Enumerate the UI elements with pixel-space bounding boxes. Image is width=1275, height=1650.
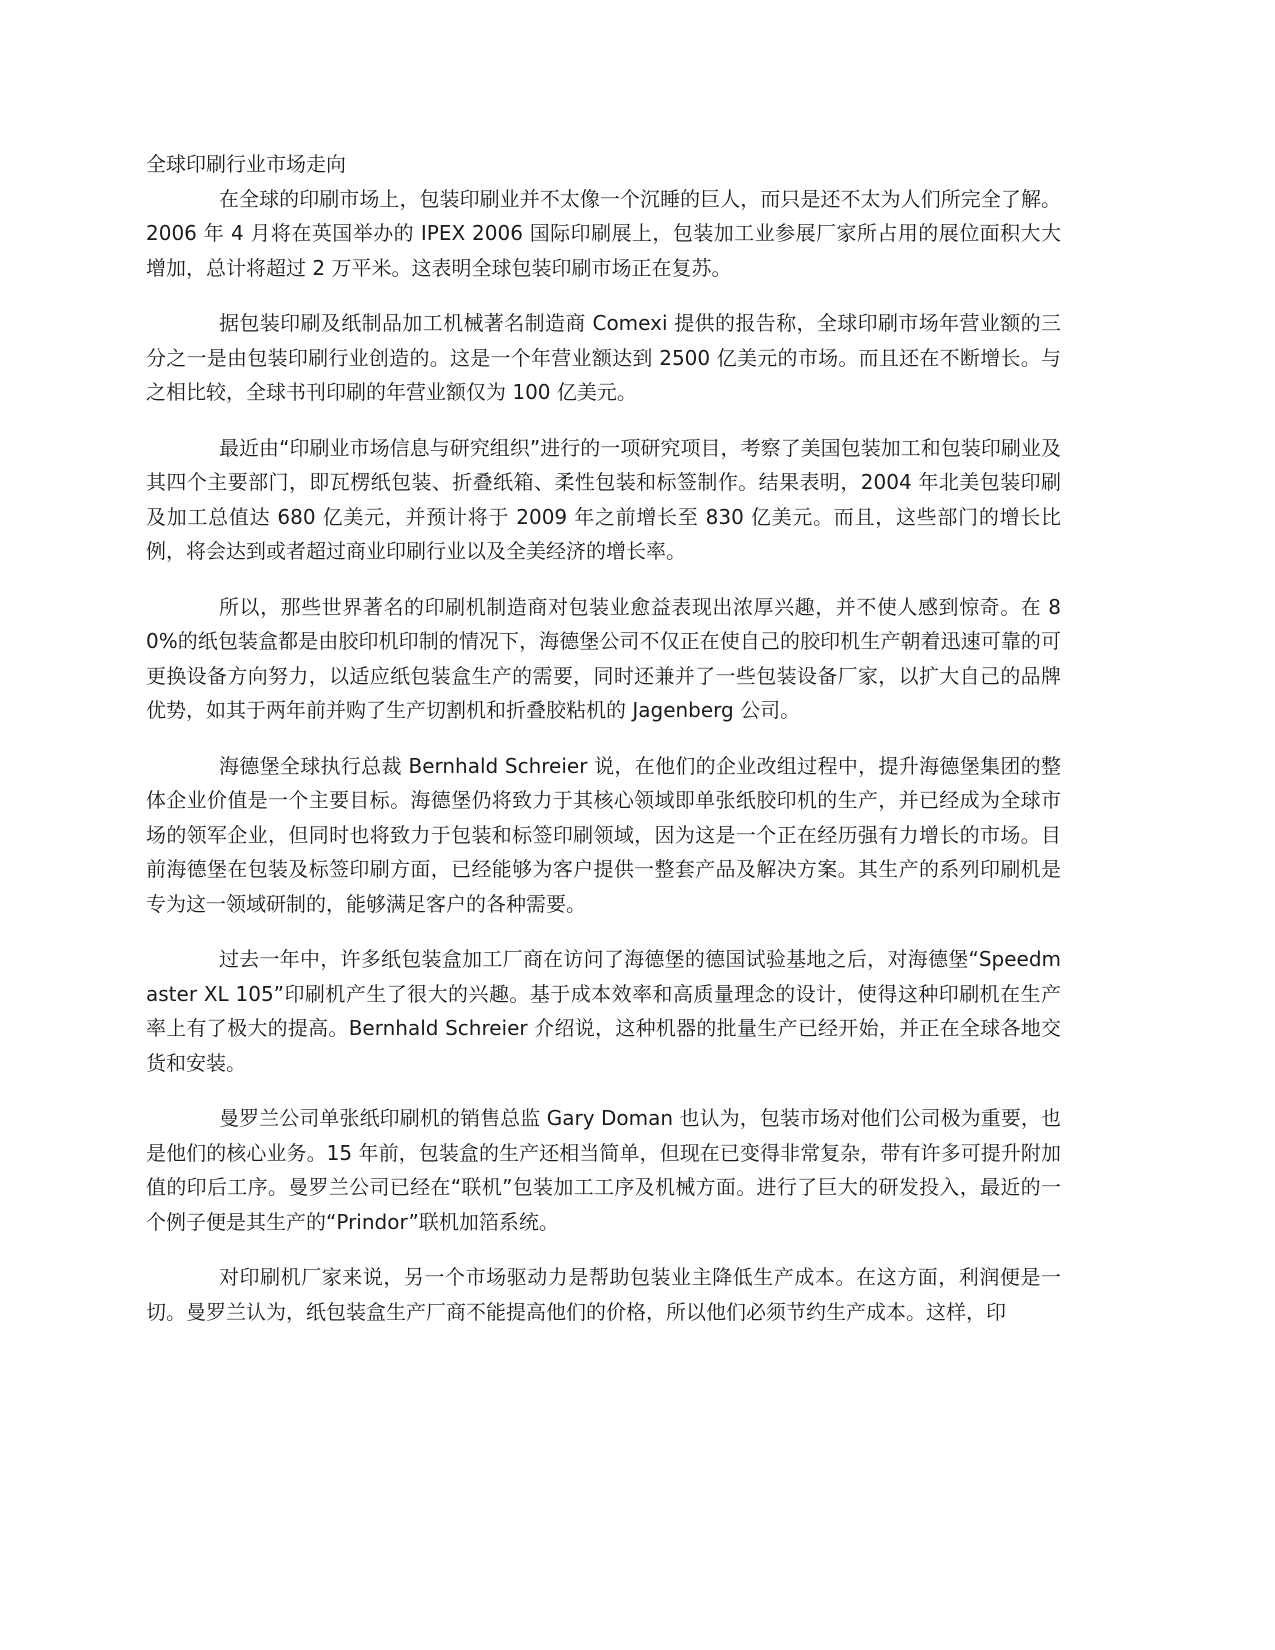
paragraph-3: 最近由“印刷业市场信息与研究组织”进行的一项研究项目，考察了美国包装加工和包装印刷业及其四个主要部门，即瓦楞纸包装、折叠纸箱、柔性包装和标签制作。结果表明，2004 年北美包装印刷及加工总值达 680 亿美元，并预计将于 2009 年之前增长至 830 亿美元。而且，这些部门的增长比例，将会达到或者超过商业印刷行业以及全美经济的增长率。: [146, 435, 1061, 563]
paragraph-2: 据包装印刷及纸制品加工机械著名制造商 Comexi 提供的报告称，全球印刷市场年营业额的三分之一是由包装印刷行业创造的。这是一个年营业额达到 2500 亿美元的市场。而且还在不断增长。与之相比较，全球书刊印刷的年营业额仅为 100 亿美元。: [146, 311, 1061, 404]
document-title: 全球印刷行业市场走向: [146, 152, 346, 176]
paragraph-7: 曼罗兰公司单张纸印刷机的销售总监 Gary Doman 也认为，包装市场对他们公司极为重要，也是他们的核心业务。15 年前，包装盒的生产还相当简单，但现在已变得非常复杂，带有许多可提升附加值的印后工序。曼罗兰公司已经在“联机”包装加工工序及机械方面。进行了巨大的研发投入，最近的一个例子便是其生产的“Prindor”联机加箔系统。: [146, 1106, 1061, 1234]
paragraph-4: 所以，那些世界著名的印刷机制造商对包装业愈益表现出浓厚兴趣，并不使人感到惊奇。在 80%的纸包装盒都是由胶印机印制的情况下，海德堡公司不仅正在使自己的胶印机生产朝着迅速可靠的可更换设备方向努力，以适应纸包装盒生产的需要，同时还兼并了一些包装设备厂家，以扩大自己的品牌优势，如其于两年前并购了生产切割机和折叠胶粘机的 Jagenberg 公司。: [146, 594, 1061, 722]
paragraph-1: 在全球的印刷市场上，包装印刷业并不太像一个沉睡的巨人，而只是还不太为人们所完全了解。2006 年 4 月将在英国举办的 IPEX 2006 国际印刷展上，包装加工业参展厂家所占用的展位面积大大增加，总计将超过 2 万平米。这表明全球包装印刷市场正在复苏。: [146, 186, 1061, 280]
paragraph-6: 过去一年中，许多纸包装盒加工厂商在访问了海德堡的德国试验基地之后，对海德堡“Speedmaster XL 105”印刷机产生了很大的兴趣。基于成本效率和高质量理念的设计，使得这种印刷机在生产率上有了极大的提高。Bernhald Schreier 介绍说，这种机器的批量生产已经开始，并正在全球各地交货和安装。: [146, 947, 1061, 1075]
paragraph-8: 对印刷机厂家来说，另一个市场驱动力是帮助包装业主降低生产成本。在这方面，利润便是一切。曼罗兰认为，纸包装盒生产厂商不能提高他们的价格，所以他们必须节约生产成本。这样，印: [146, 1265, 1061, 1324]
paragraph-5: 海德堡全球执行总裁 Bernhald Schreier 说，在他们的企业改组过程中，提升海德堡集团的整体企业价值是一个主要目标。海德堡仍将致力于其核心领域即单张纸胶印机的生产，并已经成为全球市场的领军企业，但同时也将致力于包装和标签印刷领域，因为这是一个正在经历强有力增长的市场。目前海德堡在包装及标签印刷方面，已经能够为客户提供一整套产品及解决方案。其生产的系列印刷机是专为这一领域研制的，能够满足客户的各种需要。: [146, 753, 1061, 916]
document-page: [146, 147, 1061, 1350]
